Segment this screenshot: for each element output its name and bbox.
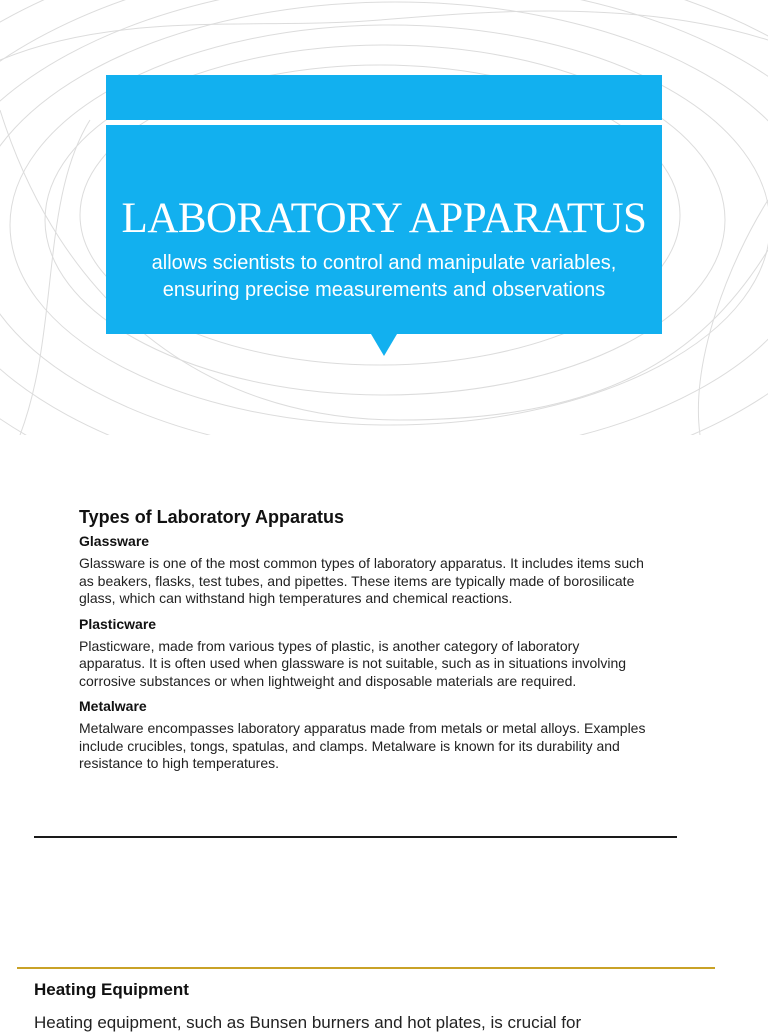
heating-text: Heating equipment, such as Bunsen burners and hot plates, is crucial for bbox=[34, 1013, 582, 1032]
hero-subtitle-line-1: allows scientists to control and manipulate variables, bbox=[151, 252, 617, 274]
glassware-text: Glassware is one of the most common types of laboratory apparatus. It includes items such as beakers, flasks, test tubes, and pipettes. These items are typically made of borosilicate glass, which can withstand high temperatures and chemical reactions. bbox=[79, 555, 644, 606]
heating-heading: Heating Equipment bbox=[34, 980, 189, 999]
hero-banner bbox=[106, 125, 662, 334]
plasticware-heading: Plasticware bbox=[79, 615, 157, 632]
types-section bbox=[79, 505, 649, 780]
section-heading: Types of Laboratory Apparatus bbox=[79, 507, 345, 527]
metalware-heading: Metalware bbox=[79, 698, 147, 714]
hero-subtitle bbox=[106, 250, 662, 304]
hero-title: LABORATORY APPARATUS bbox=[121, 195, 647, 242]
glassware-heading: Glassware bbox=[79, 533, 150, 549]
header-accent-strip bbox=[106, 75, 662, 120]
hero-subtitle-line-2: ensuring precise measurements and observations bbox=[162, 279, 606, 301]
metalware-text: Metalware encompasses laboratory apparatus made from metals or metal alloys. Examples include crucibles, tongs, spatulas, and clamps. Metalware is known for its durability and resistance to high temperatures. bbox=[79, 720, 646, 771]
plasticware-text: Plasticware, made from various types of plastic, is another category of laboratory apparatus. It is often used when glassware is not suitable, such as in situations involving corrosive substances or when lightweight and disposable materials are required. bbox=[79, 637, 627, 689]
section-divider bbox=[34, 836, 677, 838]
heating-divider bbox=[17, 967, 715, 969]
speech-bubble-pointer bbox=[371, 334, 397, 356]
